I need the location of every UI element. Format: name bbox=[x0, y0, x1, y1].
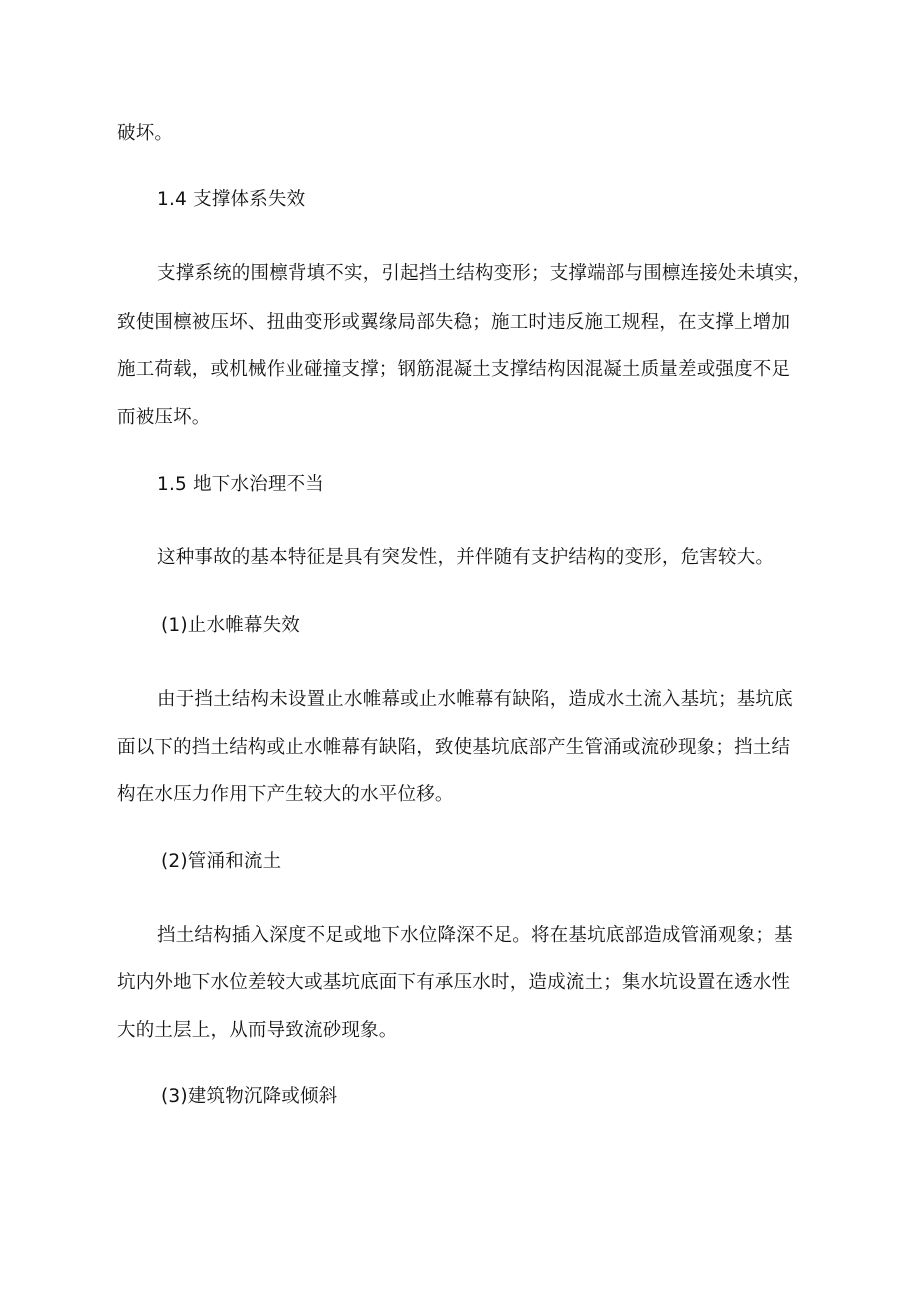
subsection-heading-1: (1)止水帷幕失效 bbox=[161, 615, 301, 636]
paragraph-line: 施工荷载，或机械作业碰撞支撑；钢筋混凝土支撑结构因混凝土质量差或强度不足 bbox=[117, 359, 791, 380]
section-heading-1-4: 1.4 支撑体系失效 bbox=[157, 189, 306, 210]
paragraph-line: 面以下的挡土结构或止水帷幕有缺陷，致使基坑底部产生管涌或流砂现象；挡土结 bbox=[117, 737, 791, 758]
paragraph-line: 由于挡土结构未设置止水帷幕或止水帷幕有缺陷，造成水土流入基坑；基坑底 bbox=[157, 689, 793, 710]
section-heading-1-5: 1.5 地下水治理不当 bbox=[157, 474, 325, 495]
paragraph-line: 这种事故的基本特征是具有突发性，并伴随有支护结构的变形，危害较大。 bbox=[157, 547, 775, 568]
subsection-heading-3: (3)建筑物沉降或倾斜 bbox=[161, 1086, 338, 1107]
paragraph-line: 挡土结构插入深度不足或地下水位降深不足。将在基坑底部造成管涌观象；基 bbox=[157, 925, 793, 946]
paragraph-line: 大的土层上，从而导致流砂现象。 bbox=[117, 1020, 398, 1041]
paragraph-line: 坑内外地下水位差较大或基坑底面下有承压水时，造成流土；集水坑设置在透水性 bbox=[117, 972, 791, 993]
subsection-heading-2: (2)管涌和流土 bbox=[161, 851, 282, 872]
paragraph-line: 支撑系统的围檩背填不实，引起挡土结构变形；支撑端部与围檩连接处未填实， bbox=[157, 263, 812, 284]
paragraph-line: 而被压坏。 bbox=[117, 407, 211, 428]
paragraph-continuation: 破坏。 bbox=[117, 123, 174, 144]
paragraph-line: 致使围檩被压坏、扭曲变形或翼缘局部失稳；施工时违反施工规程，在支撑上增加 bbox=[117, 312, 791, 333]
paragraph-line: 构在水压力作用下产生较大的水平位移。 bbox=[117, 784, 454, 805]
